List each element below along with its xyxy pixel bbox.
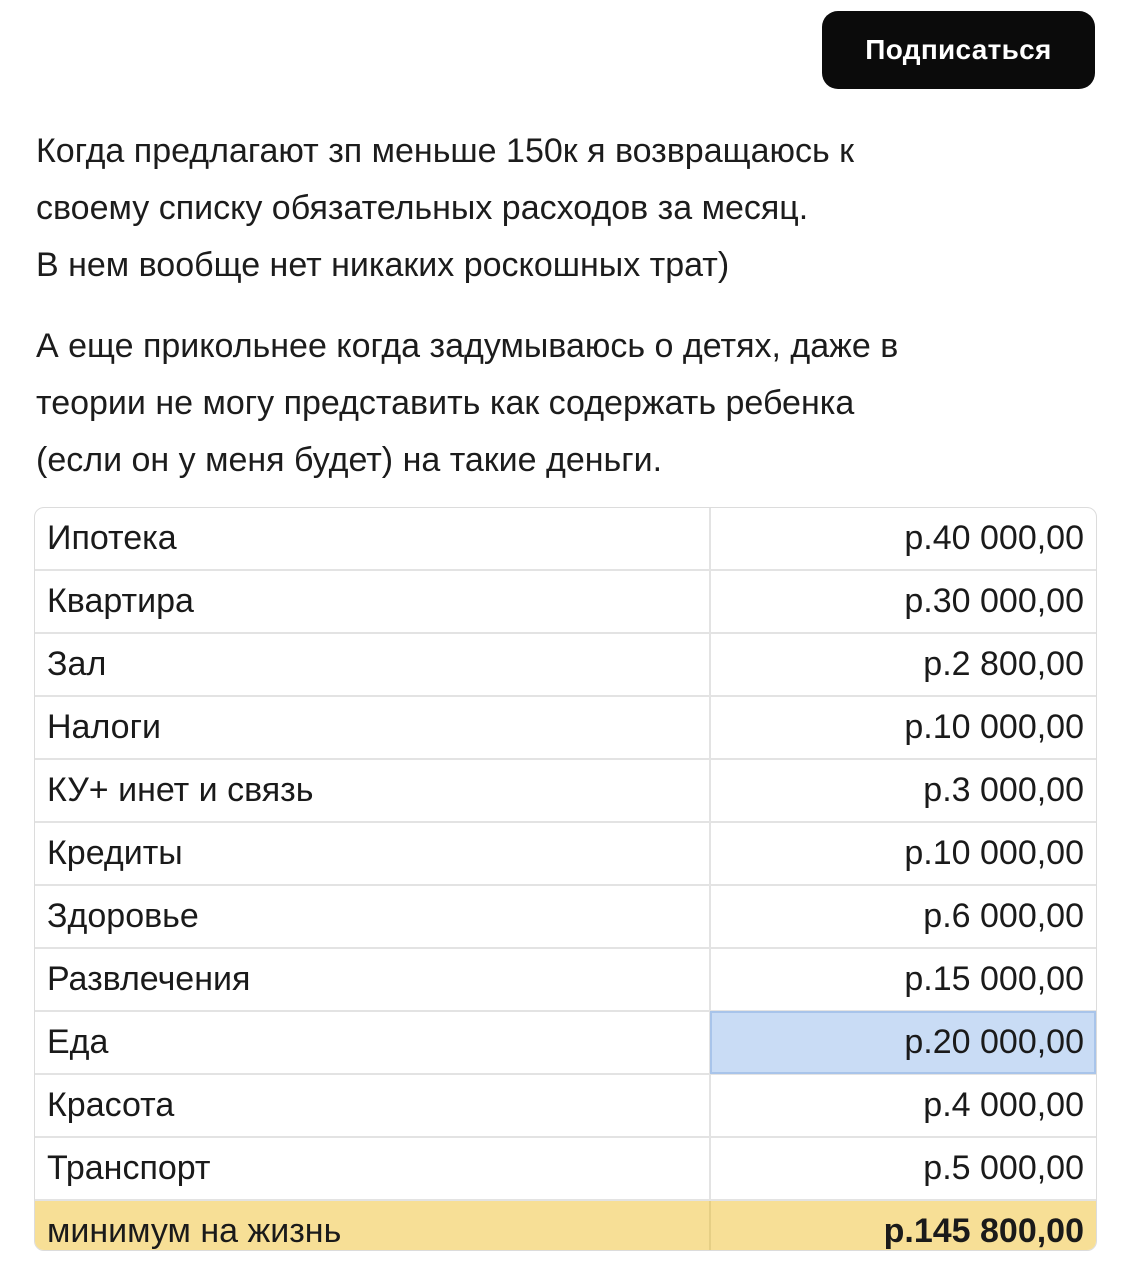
table-row	[35, 1011, 1096, 1074]
total-row	[35, 1200, 1096, 1251]
total-label: минимум на жизнь	[35, 1200, 710, 1251]
expense-name: Зал	[35, 633, 710, 696]
expense-amount: р.30 000,00	[710, 570, 1096, 633]
table-row	[35, 696, 1096, 759]
post-paragraph-1	[36, 123, 1096, 294]
expense-amount: р.5 000,00	[710, 1137, 1096, 1200]
table-row	[35, 508, 1096, 570]
expense-amount: р.40 000,00	[710, 508, 1096, 570]
table-row	[35, 570, 1096, 633]
expense-amount-selected: р.20 000,00	[710, 1011, 1096, 1074]
expense-amount: р.10 000,00	[710, 696, 1096, 759]
post-line: В нем вообще нет никаких роскошных трат)	[36, 246, 730, 284]
table-row	[35, 948, 1096, 1011]
table-row	[35, 885, 1096, 948]
expense-amount: р.2 800,00	[710, 633, 1096, 696]
post-line: (если он у меня будет) на такие деньги.	[36, 441, 663, 479]
table-row	[35, 759, 1096, 822]
post-line: своему списку обязательных расходов за месяц.	[36, 189, 809, 227]
table-row	[35, 633, 1096, 696]
expense-name: Ипотека	[35, 508, 710, 570]
expense-name: КУ+ инет и связь	[35, 759, 710, 822]
expense-amount: р.4 000,00	[710, 1074, 1096, 1137]
expense-name: Налоги	[35, 696, 710, 759]
expense-name: Развлечения	[35, 948, 710, 1011]
expense-amount: р.6 000,00	[710, 885, 1096, 948]
total-amount: р.145 800,00	[710, 1200, 1096, 1251]
table-row	[35, 822, 1096, 885]
expenses-table-image	[34, 507, 1097, 1251]
expense-name: Транспорт	[35, 1137, 710, 1200]
expenses-table	[35, 508, 1096, 1251]
post-paragraph-2	[36, 318, 1096, 489]
subscribe-button[interactable]: Подписаться	[822, 11, 1095, 89]
post-line: А еще прикольнее когда задумываюсь о детях, даже в	[36, 327, 899, 365]
table-row	[35, 1074, 1096, 1137]
expense-amount: р.10 000,00	[710, 822, 1096, 885]
expense-amount: р.3 000,00	[710, 759, 1096, 822]
post-line: Когда предлагают зп меньше 150к я возвращаюсь к	[36, 132, 855, 170]
expense-name: Квартира	[35, 570, 710, 633]
expense-amount: р.15 000,00	[710, 948, 1096, 1011]
expense-name: Кредиты	[35, 822, 710, 885]
table-row	[35, 1137, 1096, 1200]
expense-name: Красота	[35, 1074, 710, 1137]
post-line: теории не могу представить как содержать ребенка	[36, 384, 855, 422]
expense-name: Здоровье	[35, 885, 710, 948]
expense-name: Еда	[35, 1011, 710, 1074]
